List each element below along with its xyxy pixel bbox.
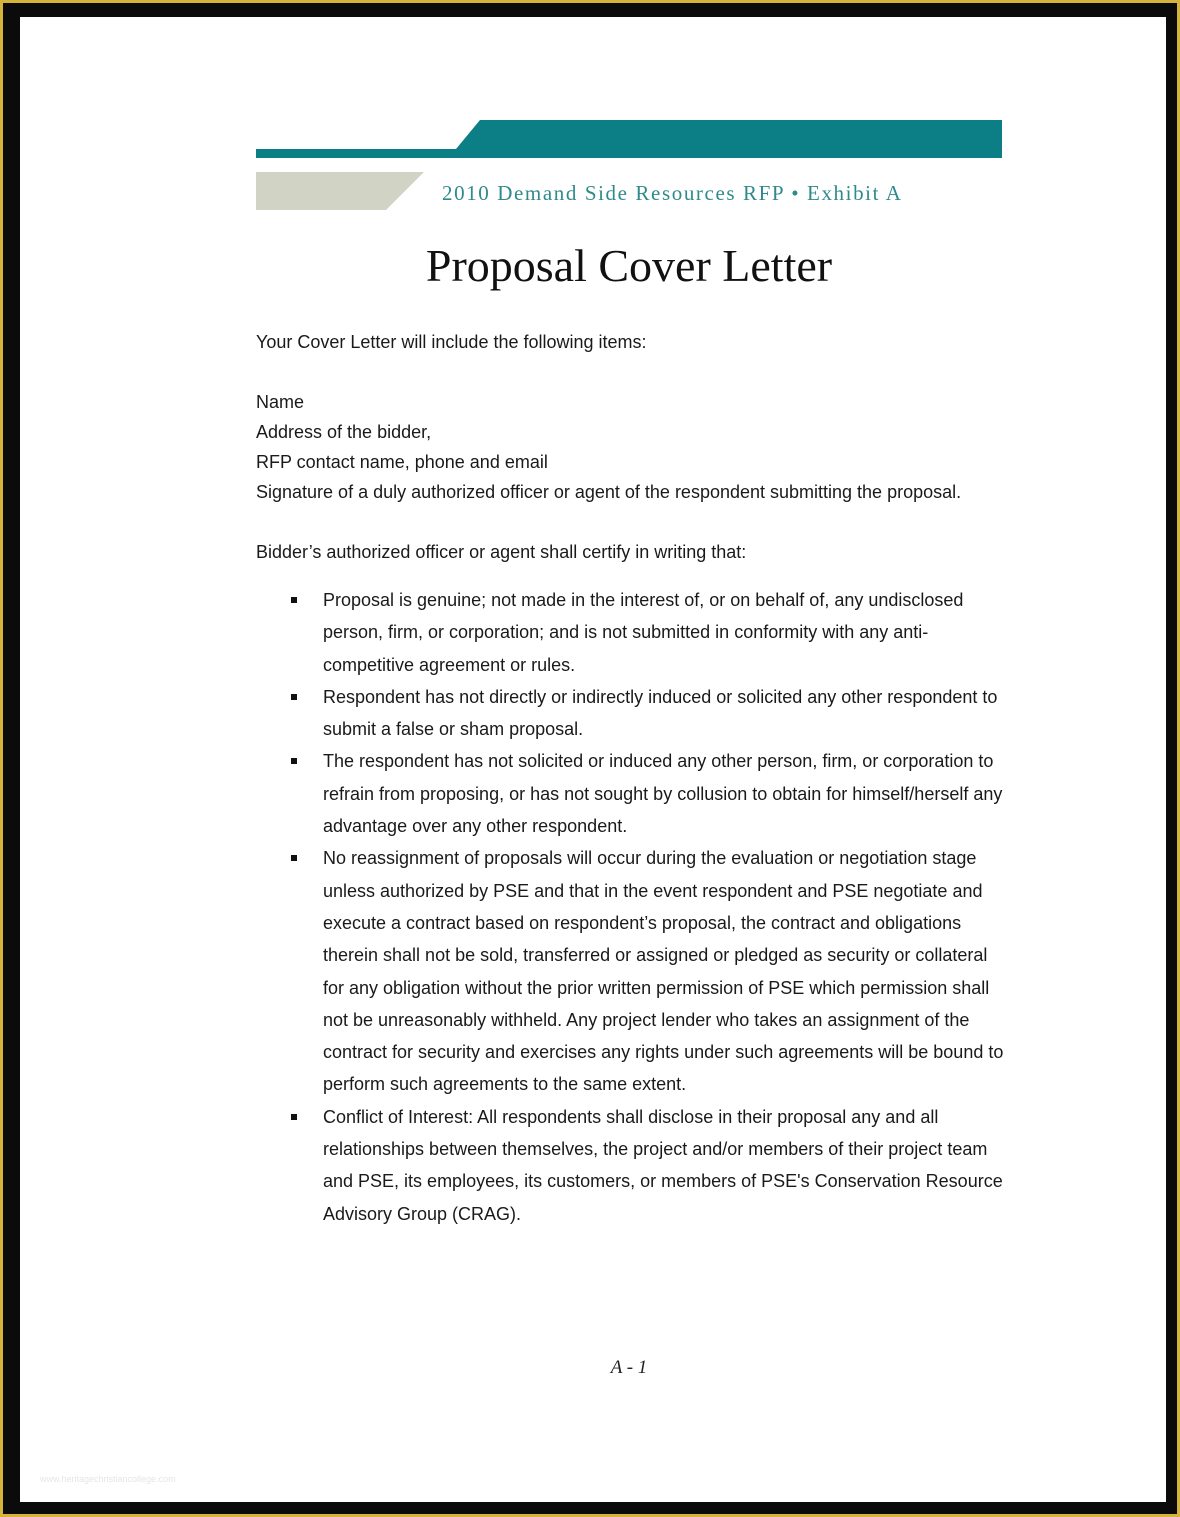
bullet-item (256, 584, 1006, 681)
document-page (20, 17, 1166, 1502)
bullet-item (256, 745, 1006, 842)
banner-light-band (256, 172, 424, 210)
bullet-item (256, 842, 1006, 1100)
banner-teal-band (256, 120, 1002, 158)
watermark-text: www.heritagechristiancollege.com (40, 1474, 176, 1484)
bullet-text: Proposal is genuine; not made in the interest of, or on behalf of, any undisclosed person, firm, or corporation; and is not submitted in conformity with any anti-competitive agreement or rules. (323, 590, 964, 675)
list-item: Address of the bidder, (256, 422, 432, 442)
certify-intro: Bidder’s authorized officer or agent shall certify in writing that: (256, 542, 747, 562)
bullet-text: Conflict of Interest: All respondents shall disclose in their proposal any and all relationships between themselves, the project and/or members of their project team and PSE, its employees, its customers, or members of PSE's Conservation Resource Advisory Group (CRAG). (323, 1106, 1003, 1224)
required-items-list (256, 387, 961, 507)
square-bullet-icon (291, 855, 297, 861)
bullet-item (256, 681, 1006, 746)
list-item: Signature of a duly authorized officer or agent of the respondent submitting the proposal. (256, 482, 962, 502)
page-title: Proposal Cover Letter (425, 240, 833, 291)
bullet-item (256, 1101, 1006, 1230)
page-border (3, 3, 1177, 1514)
bullet-text: No reassignment of proposals will occur during the evaluation or negotiation stage unless authorized by PSE and that in the event respondent and PSE negotiate and execute a contract based on respondent’s proposal, the contract and obligations therein shall not be sold, transferred or assigned or pledged as security or collateral for any obligation without the prior written permission of PSE which permission shall not be unreasonably withheld. Any project lender who takes an assignment of the contract for security and exercises any rights under such agreements will be bound to perform such agreements to the same extent. (323, 848, 1004, 1095)
square-bullet-icon (291, 694, 297, 700)
square-bullet-icon (291, 597, 297, 603)
list-item: RFP contact name, phone and email (256, 452, 548, 472)
intro-text: Your Cover Letter will include the following items: (256, 332, 647, 352)
exhibit-subtitle: 2010 Demand Side Resources RFP • Exhibit A (442, 181, 903, 205)
square-bullet-icon (291, 1114, 297, 1120)
certification-bullets (256, 584, 1006, 1230)
bullet-text: The respondent has not solicited or induced any other person, firm, or corporation to refrain from proposing, or has not sought by collusion to obtain for himself/herself any advantage over any other respondent. (323, 751, 1003, 837)
list-item: Name (256, 392, 305, 412)
square-bullet-icon (291, 758, 297, 764)
page-number: A - 1 (610, 1357, 648, 1378)
bullet-text: Respondent has not directly or indirectly induced or solicited any other respondent to submit a false or sham proposal. (323, 686, 998, 740)
